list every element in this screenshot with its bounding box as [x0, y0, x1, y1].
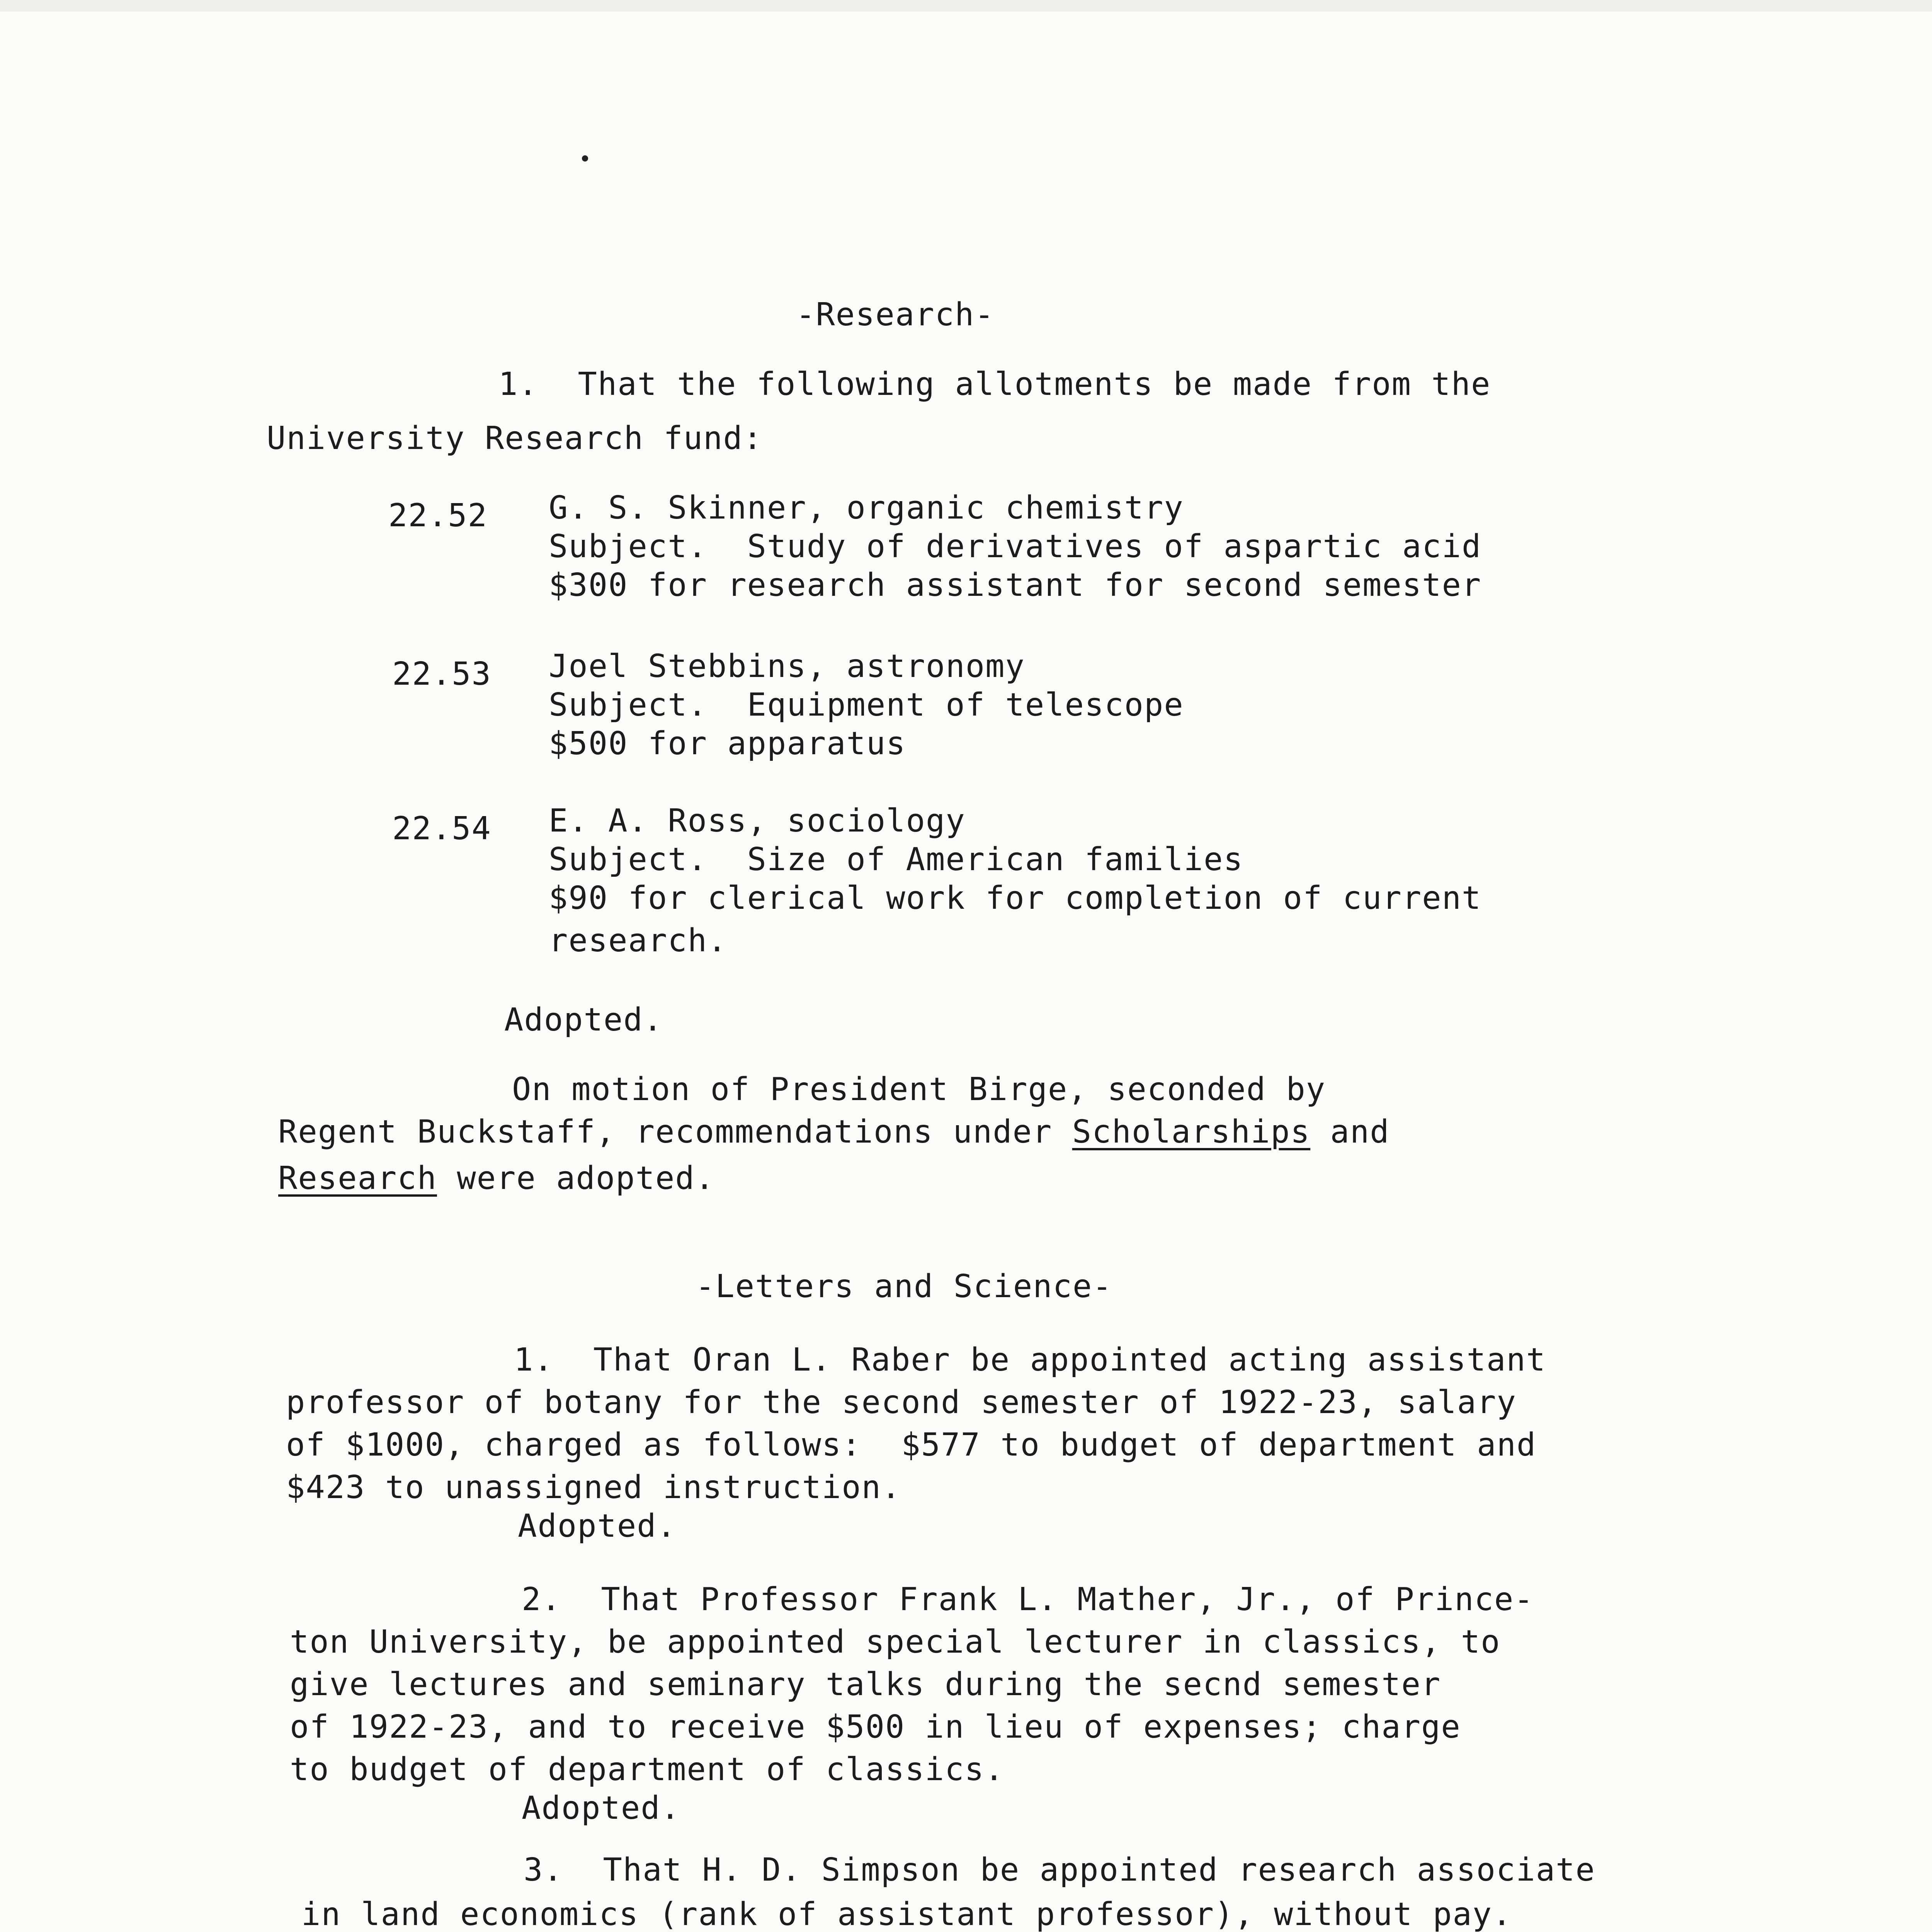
allotment-subject: Subject. Equipment of telescope [549, 687, 1184, 723]
allotment-number: 22.54 [392, 810, 492, 847]
research-heading: -Research- [796, 296, 995, 333]
allotment-number: 22.53 [392, 656, 492, 692]
motion-text: and [1310, 1114, 1390, 1150]
research-item1-line1: 1. That the following allotments be made from the [498, 366, 1491, 403]
scholarships-label: Scholarships [1072, 1114, 1311, 1150]
motion-text: Regent Buckstaff, recommendations under [278, 1114, 1072, 1150]
letters-science-heading: -Letters and Science- [696, 1268, 1112, 1305]
item-line: $423 to unassigned instruction. [286, 1469, 901, 1506]
allotment-name: Joel Stebbins, astronomy [549, 648, 1025, 685]
item-line: give lectures and seminary talks during the secnd semester [290, 1666, 1441, 1703]
item-line: 1. That Oran L. Raber be appointed acting assistant [514, 1342, 1546, 1378]
item-line: of $1000, charged as follows: $577 to budget of department and [286, 1427, 1537, 1463]
item-line: 3. That H. D. Simpson be appointed research associate [524, 1852, 1595, 1888]
research-label: Research [278, 1160, 437, 1197]
item-line: professor of botany for the second semester of 1922-23, salary [286, 1384, 1517, 1421]
motion-line2 [278, 1113, 1390, 1151]
adopted-text: Adopted. [504, 1002, 663, 1038]
allotment-subject: Subject. Size of American families [549, 841, 1243, 878]
allotment-subject: Subject. Study of derivatives of aspartic acid [549, 528, 1482, 565]
adopted-text: Adopted. [518, 1508, 677, 1544]
allotment-number: 22.52 [388, 497, 488, 534]
item-line: to budget of department of classics. [290, 1751, 1005, 1788]
scan-edge [0, 0, 1932, 12]
motion-text: were adopted. [437, 1160, 715, 1197]
item-line: in land economics (rank of assistant professor), without pay. [301, 1896, 1512, 1932]
allotment-amount: $500 for apparatus [549, 725, 906, 762]
motion-line3 [278, 1159, 715, 1198]
allotment-name: G. S. Skinner, organic chemistry [549, 490, 1184, 526]
item-line: ton University, be appointed special lecturer in classics, to [290, 1624, 1501, 1660]
allotment-amount: $90 for clerical work for completion of current [549, 880, 1482, 917]
item-line: of 1922-23, and to receive $500 in lieu of expenses; charge [290, 1709, 1461, 1745]
item-line: 2. That Professor Frank L. Mather, Jr., of Prince- [522, 1581, 1534, 1618]
allotment-amount: $300 for research assistant for second semester [549, 567, 1482, 604]
research-item1-line2: University Research fund: [267, 420, 763, 457]
ink-speck [582, 155, 588, 162]
allotment-name: E. A. Ross, sociology [549, 803, 966, 839]
allotment-amount-continued: research. [549, 922, 728, 959]
motion-line1: On motion of President Birge, seconded by [512, 1071, 1326, 1108]
adopted-text: Adopted. [522, 1790, 680, 1827]
